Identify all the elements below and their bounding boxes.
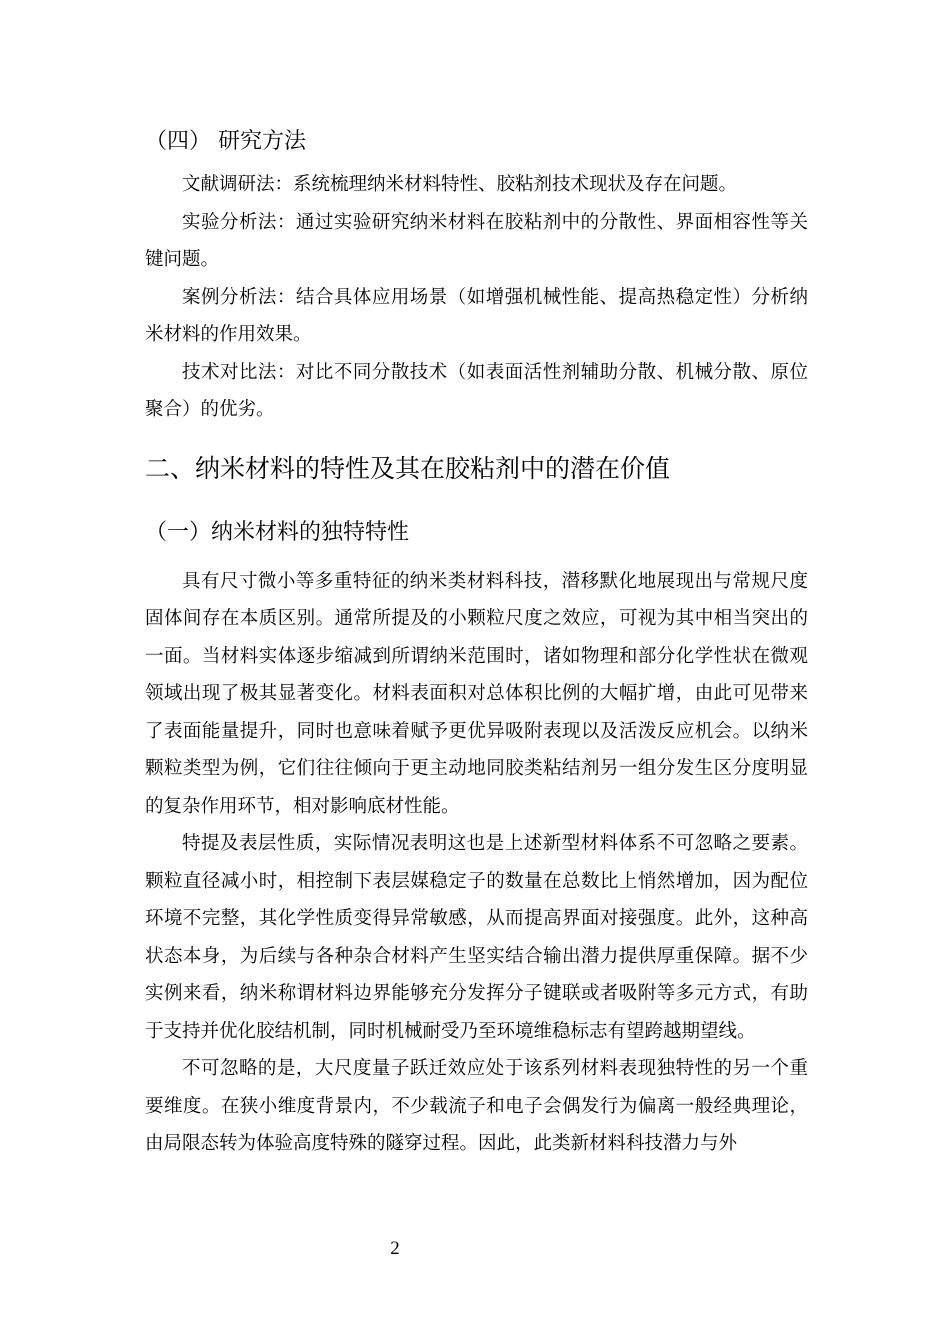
paragraph-literature-method: 文献调研法：系统梳理纳米材料特性、胶粘剂技术现状及存在问题。 bbox=[182, 174, 738, 195]
paragraph-size-effect: 具有尺寸微小等多重特征的纳米类材料科技，潜移默化地展现出与常规尺度固体间存在本质区别。通常所提及的小颗粒尺度之效应，可视为其中相当突出的一面。当材料实体逐步缩减到所谓纳米范围时，诸如物理和部分化学性状在微观领域出现了极其显著变化。材料表面积对总体积比例的大幅扩增，由此可见带来了表面能量提升，同时也意味着赋予更优异吸附表现以及活泼反应机会。以纳米颗粒类型为例，它们往往倾向于更主动地同胶类粘结剂另一组分发生区分度明显的复杂作用环节，相对影响底材性能。 bbox=[145, 570, 808, 817]
page-number: 2 bbox=[390, 1238, 400, 1259]
paragraph-quantum-effect: 不可忽略的是，大尺度量子跃迁效应处于该系列材料表现独特性的另一个重要维度。在狭小维度背景内，不少载流子和电子会偶发行为偏离一般经典理论，由局限态转为体验高度特殊的隧穿过程。因此，此类新材料科技潜力与外 bbox=[145, 1058, 808, 1154]
paragraph-surface-effect: 特提及表层性质，实际情况表明这也是上述新型材料体系不可忽略之要素。颗粒直径减小时，相控制下表层媒稳定子的数量在总数比上悄然增加，因为配位环境不完整，其化学性质变得异常敏感，从而提高界面对接强度。此外，这种高状态本身，为后续与各种杂合材料产生坚实结合输出潜力提供厚重保障。据不少实例来看，纳米称谓材料边界能够充分发挥分子键联或者吸附等多元方式，有助于支持并优化胶结机制，同时机械耐受乃至环境维稳标志有望跨越期望线。 bbox=[145, 833, 808, 1042]
chapter-heading: 二、纳米材料的特性及其在胶粘剂中的潜在价值 bbox=[145, 453, 671, 483]
paragraph-case-method: 案例分析法：结合具体应用场景（如增强机械性能、提高热稳定性）分析纳米材料的作用效果。 bbox=[145, 286, 808, 345]
paragraph-experiment-method: 实验分析法：通过实验研究纳米材料在胶粘剂中的分散性、界面相容性等关键问题。 bbox=[145, 211, 808, 270]
section-heading-research-methods: （四） 研究方法 bbox=[145, 129, 306, 154]
section-heading-unique-properties: （一）纳米材料的独特特性 bbox=[145, 519, 410, 545]
page-content bbox=[145, 118, 808, 1163]
paragraph-comparison-method: 技术对比法：对比不同分散技术（如表面活性剂辅助分散、机械分散、原位聚合）的优劣。 bbox=[145, 361, 808, 420]
